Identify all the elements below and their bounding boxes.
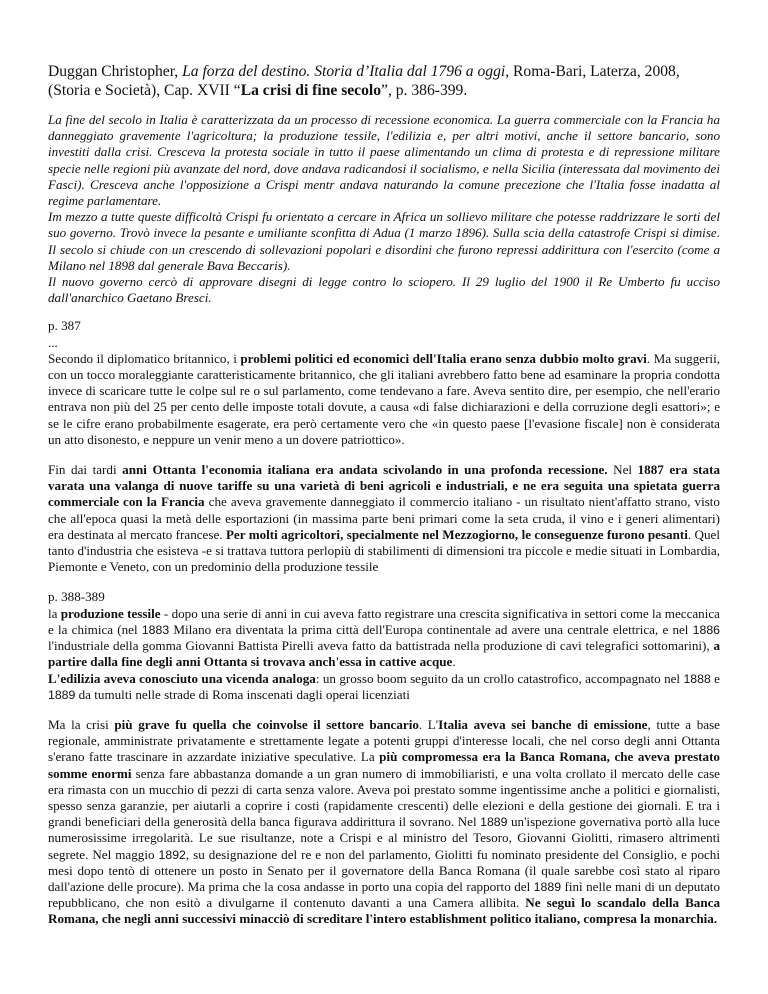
text-run: la xyxy=(48,605,61,621)
bibliographic-citation xyxy=(48,62,720,100)
bold-text: L'edilizia aveva conosciuto una vicenda analoga xyxy=(48,670,316,686)
bold-text: più compromessa era la Banca Romana, che aveva prestato somme enormi xyxy=(48,749,720,781)
year: 1886 xyxy=(692,622,720,637)
year: 1888 xyxy=(683,671,711,686)
text-run: Fin dai tardi xyxy=(48,462,123,478)
text-run: senza fare abbastanza domande a un gran numero di immobiliaristi, e una volta crollato il mercato delle case era rimasta con un mucchio di pezzi di carta senza valore. Aveva poi prestato somme ingentissime anche a politici e giornalisti, spesso senza garanzie, per aiutarli a coprire i costi (rapidamente crescenti) delle elezioni e della gestione dei giornali. E tra i grandi beneficiari della generosità della banca figurava addirittura il sovrano. Nel xyxy=(48,765,720,830)
excerpt-p388-389 xyxy=(48,589,720,702)
page-reference: p. 388-389 xyxy=(48,589,105,605)
text-run: l'industriale della gomma Giovanni Battista Pirelli aveva fatto da battistrada nella produzione di cavi telegrafici sottomarini), xyxy=(48,638,714,654)
summary-paragraph: La fine del secolo in Italia è caratterizzata da un processo di recessione economica. La guerra commerciale con la Francia ha danneggiato gravemente l'agricoltura; la produzione tessile, l'edilizia e, per altri motivi, anche il settore bancario, sono investiti dalla crisi. Cresceva la protesta sociale in tutto il paese alimentando un clima di protesta e di repressione militare specie nelle regioni più avanzate del nord, dove andava radicandosi il socialismo, e nella Sicilia (interessata dal movimento dei Fasci). Cresceva anche l'opposizione a Crispi mentr andava naturando la comune precezione che l'Italia fosse inadatta al regime parlamentare. xyxy=(48,112,720,209)
year: 1892 xyxy=(158,847,186,862)
ellipsis: ... xyxy=(48,334,58,350)
citation-pages: ”, p. 386-399. xyxy=(381,82,468,99)
summary-paragraph: Il nuovo governo cercò di approvare disegni di legge contro lo sciopero. Il 29 luglio del 1900 il Re Umberto fu ucciso dall'anarchico Gaetano Bresci. xyxy=(48,274,720,306)
text-run: . L' xyxy=(418,716,439,732)
citation-publisher: , Roma-Bari, Laterza, 2008, (Storia e Società), Cap. XVII “ xyxy=(48,63,680,99)
bold-text: più grave fu quella che coinvolse il settore bancario xyxy=(114,716,419,732)
bold-text: Ne seguì lo scandalo della Banca Romana, che negli anni successivi minacciò di screditare l'intero establishment politico italiano, compresa la monarchia. xyxy=(48,895,720,927)
text-run: da tumulti nelle strade di Roma inscenati dagli operai licenziati xyxy=(75,686,410,702)
text-run: , tutte a base regionale, amministrate privatamente e strettamente legate a potenti gruppi d'interesse locali, che nel corso degli anni Ottanta s'erano fatte trascinare in azzardate iniziative speculative. La xyxy=(48,716,720,765)
bold-text: problemi politici ed economici dell'Italia erano senza dubbio molto gravi xyxy=(240,350,647,366)
chapter-summary xyxy=(48,112,720,306)
year: 1889 xyxy=(48,687,76,702)
document-page xyxy=(48,62,720,928)
bold-text: 1887 era stata varata una valanga di nuove tariffe su una varietà di beni agricoli e industriali, e ne era seguita una spietata guerra commerciale con la Francia xyxy=(48,462,720,510)
text-run: : un grosso boom seguito da un crollo catastrofico, accompagnato nel xyxy=(315,670,684,686)
text-run: Secondo il diplomatico britannico, i xyxy=(48,350,241,366)
text-run: finì nelle mani di un deputato repubblicano, che non esitò a divulgarne il contenuto davanti a una Camera allibita. xyxy=(48,878,720,911)
year: 1889 xyxy=(480,815,508,830)
year: 1883 xyxy=(141,622,170,637)
bold-text: Per molti agricoltori, specialmente nel Mezzogiorno, le conseguenze furono pesanti xyxy=(225,526,688,542)
summary-paragraph: Im mezzo a tutte queste difficoltà Crispi fu orientato a cercare in Africa un sollievo militare che potesse raddrizzare le sorti del suo governo. Trovò invece la pesante e umiliante sconfitta di Adua (1 marzo 1896). Sulla scia della catastrofe Crispi si dimise. Il secolo si chiude con un crescendo di sollevazioni popolari e disordini che furono repressi addirittura con l'esercito (come a Milano nel 1898 dal generale Bava Beccaris). xyxy=(48,209,720,273)
text-run: Milano era diventata la prima città dell'Europa continentale ad avere una centrale elettrica, e nel xyxy=(169,621,693,637)
bold-text: Italia aveva sei banche di emissione xyxy=(438,716,648,732)
text-run: Ma la crisi xyxy=(48,716,115,732)
excerpt-p387 xyxy=(48,318,720,448)
citation-author: Duggan Christopher, xyxy=(48,63,183,80)
citation-chapter-title: La crisi di fine secolo xyxy=(240,82,382,99)
excerpt-recession xyxy=(48,462,720,575)
page-reference: p. 387 xyxy=(48,318,81,334)
text-run: - dopo una serie di anni in cui aveva fatto registrare una crescita significativa in settori come la meccanica e la chimica (nel xyxy=(48,605,720,637)
text-run: Nel xyxy=(607,462,638,478)
excerpts xyxy=(48,318,720,927)
citation-book-title: La forza del destino. Storia d’Italia dal 1796 a oggi xyxy=(182,63,506,80)
text-run: . Ma suggerii, con un tocco moraleggiante caratteristicamente britannico, che gli italiani avrebbero fatto bene ad esaminare la propria condotta invece di scaricare tutte le colpe sul re o sul parlamento, come tendevano a fare. Aveva sentito dire, per esempio, che nell'erario entrava non più del 25 per cento delle imposte totali dovute, a causa «di false dichiarazioni e della corruzione degli esattori»; e se le cifre erano probabilmente esagerate, era però certamente vero che «in questo paese [l'evasione fiscale] non è considerata un atto disonesto, e neppure un venir meno a un dovere patriottico». xyxy=(48,350,720,447)
text-run: . xyxy=(452,654,456,670)
text-run: , su designazione del re e non del parlamento, Giolitti fu nominato presidente del Consiglio, e pochi mesi dopo tentò di ottenere un posto in Senato per il governatore della Banca Romana (il quale sarebbe così stato al riparo dall'azione delle procure). Ma prima che la cosa andasse in porto una copia del rapporto del xyxy=(48,846,720,894)
year: 1889 xyxy=(533,879,562,894)
bold-text: a partire dalla fine degli anni Ottanta si trovava anch'essa in cattive acque xyxy=(48,638,720,670)
excerpt-banking-crisis xyxy=(48,717,720,928)
bold-text: anni Ottanta l'economia italiana era andata scivolando in una profonda recessione. xyxy=(122,462,608,478)
text-run: un'ispezione governativa portò alla luce numerosissime irregolarità. Le sue risultanze, note a Crispi e al ministro del Tesoro, Giovanni Giolitti, rimasero altrimenti segrete. Nel maggio xyxy=(48,814,720,862)
text-run: che aveva gravemente danneggiato il commercio italiano - un risultato nient'affatto strano, visto che all'epoca quasi la metà delle esportazioni (in massima parte beni primari come la seta cruda, il vino e i generi alimentari) era destinata al mercato francese. xyxy=(48,494,720,542)
bold-text: produzione tessile xyxy=(60,605,161,621)
text-run: . Quel tanto d'industria che esisteva -e si trattava tuttora perlopiù di stabilimenti di dimensioni tra piccole e medie situati in Lombardia, Piemonte e Veneto, con un predominio della produzione tessile xyxy=(48,526,720,575)
text-run: e xyxy=(710,670,720,686)
